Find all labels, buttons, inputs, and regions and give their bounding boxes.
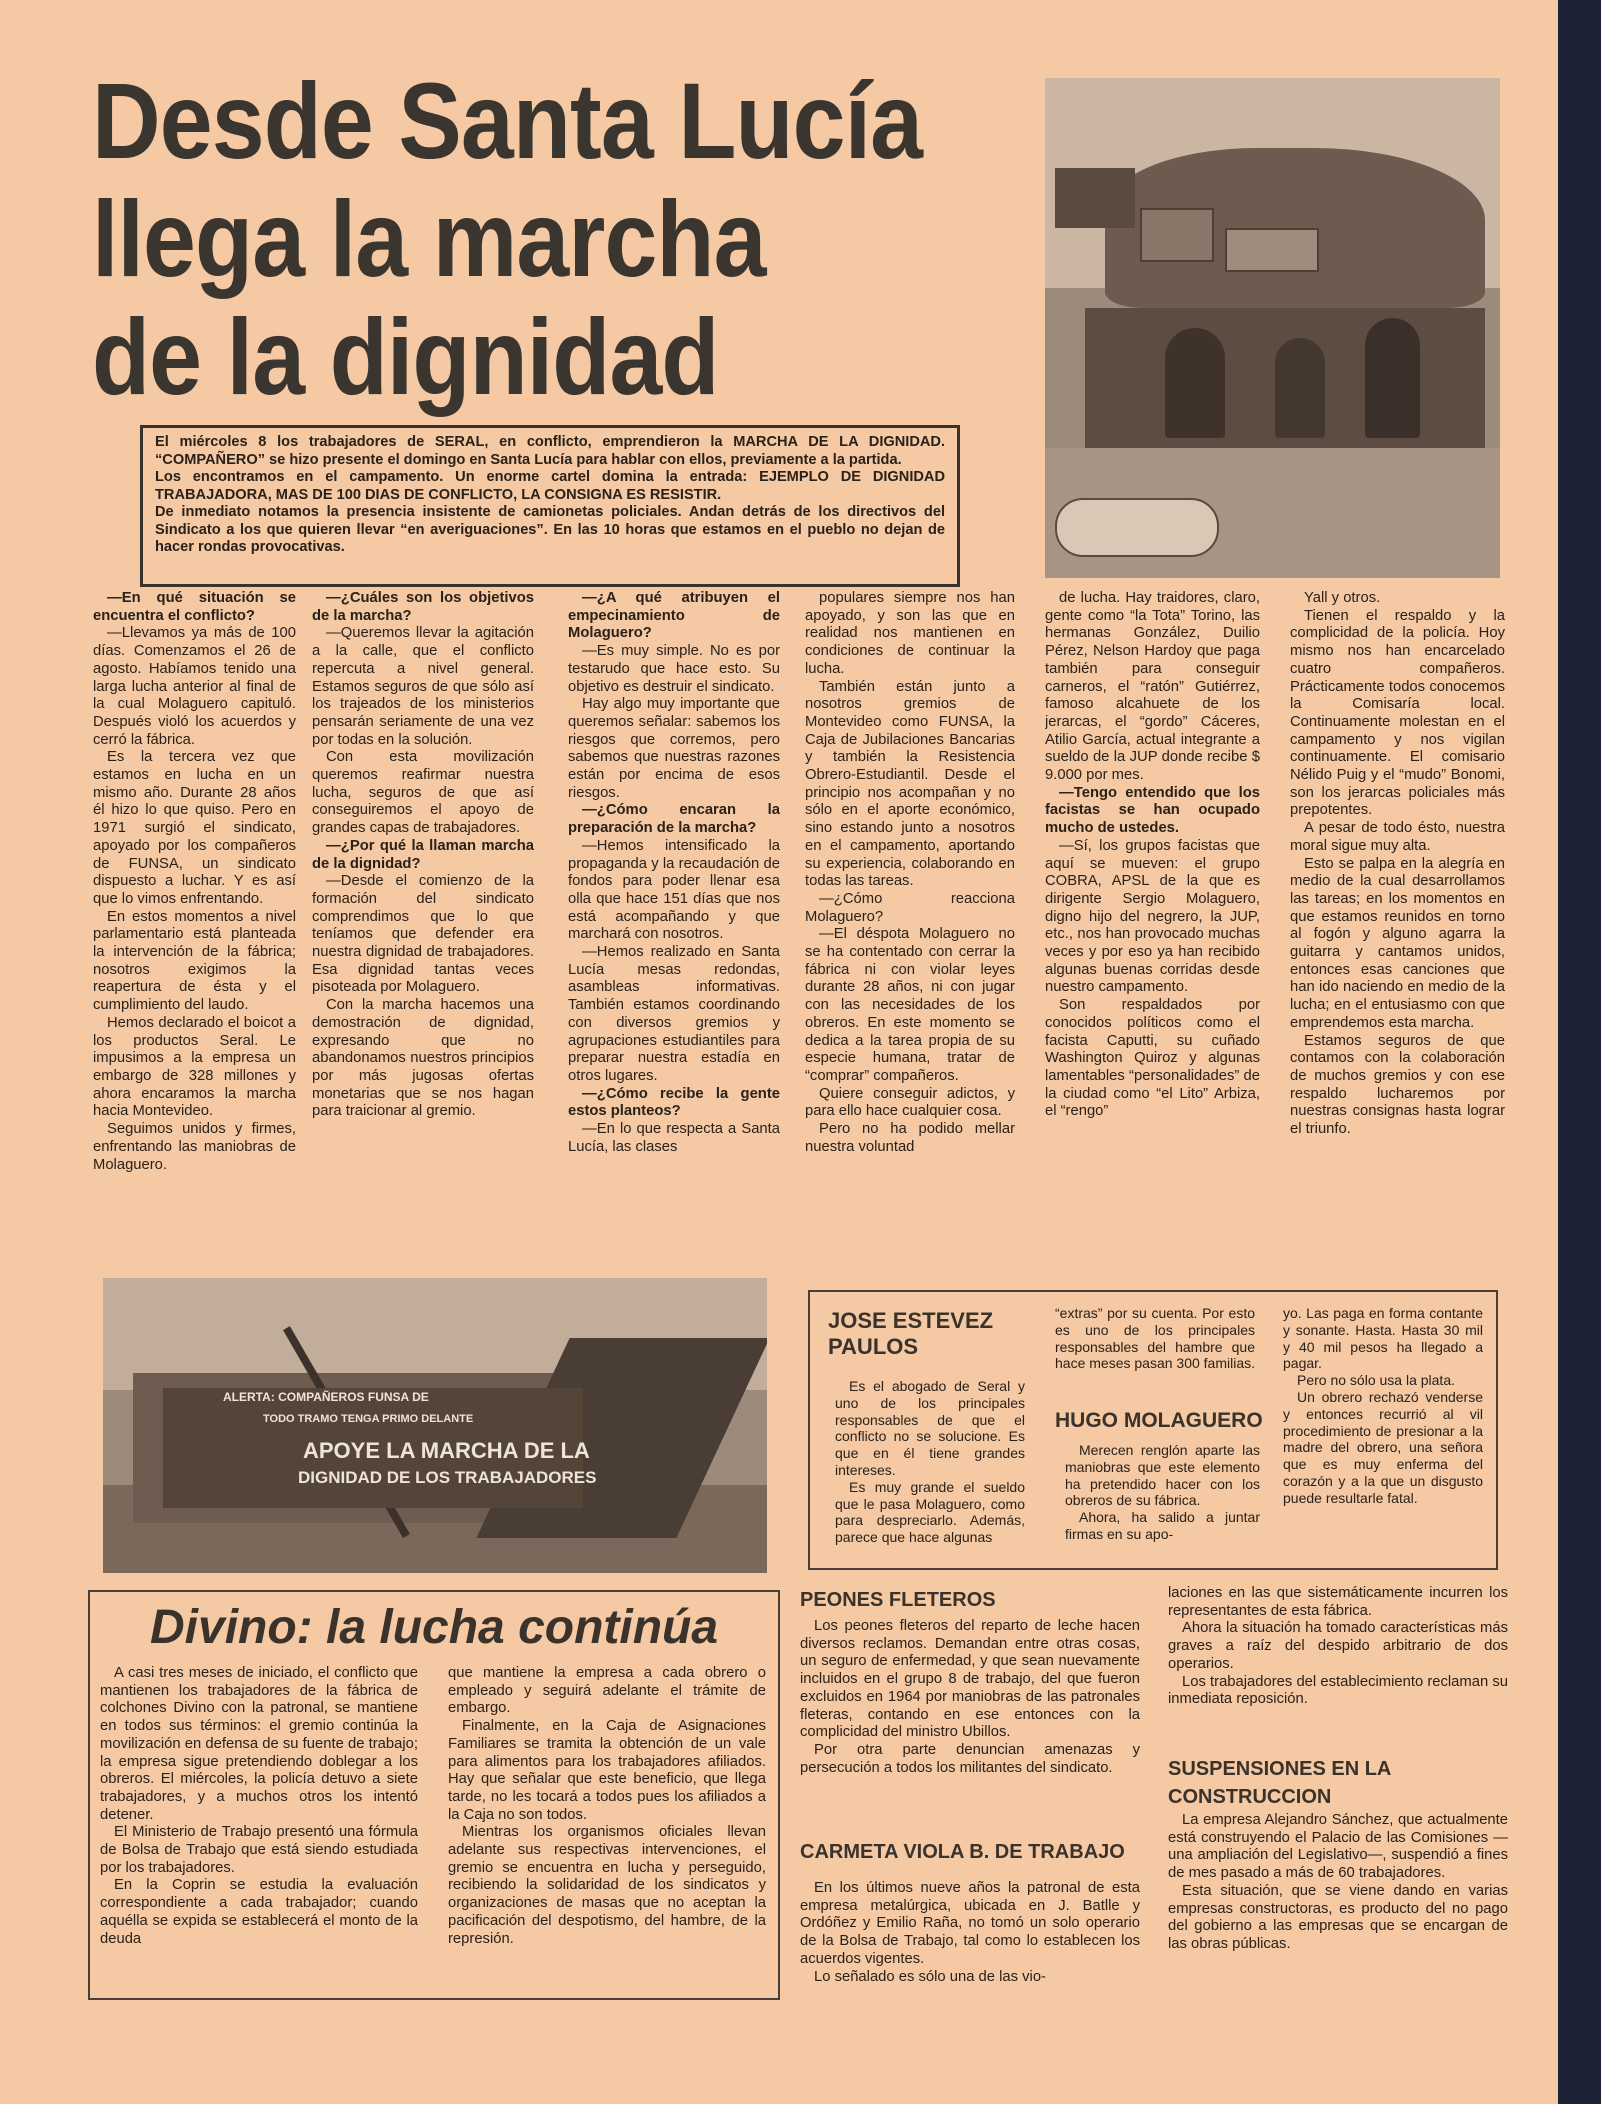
paragraph: Hay algo muy importante que queremos señalar: sabemos los riesgos que corremos, pero sabemos que nuestras razones están por encima de esos riesgos.: [568, 696, 780, 801]
paragraph: El Ministerio de Trabajo presentó una fórmula de Bolsa de Trabajo que está siendo estudiada por los trabajadores.: [100, 1824, 418, 1876]
paragraph: En estos momentos a nivel parlamentario está planteada la intervención de la fábrica; nosotros exigimos la reapertura de ésta y el cumplimiento del laudo.: [93, 908, 296, 1014]
headline-line-1: Desde Santa Lucía: [92, 60, 923, 181]
paragraph: A pesar de todo ésto, nuestra moral sigue muy alta.: [1290, 820, 1505, 854]
paragraph: Pero no ha podido mellar nuestra voluntad: [805, 1121, 1015, 1155]
paragraph: Esto se palpa en la alegría en medio de la cual desarrollamos las tareas; en los momentos en que estamos reunidos en torno al fogón y alguno agarra la guitarra y cantamos unidos, entonces esas canciones que han ido naciendo en medio de la lucha; en el entusiasmo con que emprendemos esta marcha.: [1290, 855, 1505, 1031]
interview-column-2: [312, 590, 534, 1260]
banner-line-3: APOYE LA MARCHA DE LA: [303, 1438, 590, 1463]
paragraph: Con la marcha hacemos una demostración de dignidad, expresando que no abandonamos nuestros principios por más jugosas ofertas monetarias que se nos hagan para traicionar al gremio.: [312, 997, 534, 1120]
paragraph: —El déspota Molaguero no se ha contentado con cerrar la fábrica ni con violar leyes durante 28 años, ni con jugar con las necesidades de los obreros. En este momento se dedica a la tarea propia de su especie humana, tratar de “comprar” compañeros.: [805, 926, 1015, 1084]
paragraph: —En lo que respecta a Santa Lucía, las clases: [568, 1121, 780, 1155]
interview-column-1: [93, 590, 296, 1260]
paragraph: Un obrero rechazó venderse y entonces recurrió al vil procedimiento de presionar a la madre del obrero, una señora que es muy enferma del corazón y a la que un disgusto puede resultarle fatal.: [1283, 1388, 1483, 1506]
headline-line-3: de la dignidad: [92, 296, 719, 417]
right-profile-text: [1283, 1305, 1483, 1565]
paragraph: Estamos seguros de que contamos con la colaboración de muchos gremios y con ese respaldo lucharemos por nuestras consignas hasta lograr el triunfo.: [1290, 1032, 1505, 1138]
paragraph: —Es muy simple. No es por testarudo que hace esto. Su objetivo es destruir el sindicato.: [568, 643, 780, 695]
paragraph: Es el abogado de Seral y uno de los principales responsables de que el conflicto no se solucione. Es que en él tiene grandes intereses.: [835, 1378, 1025, 1478]
paragraph: —¿Cómo encaran la preparación de la marcha?: [568, 802, 780, 837]
banner-line-2: TODO TRAMO TENGA PRIMO DELANTE: [263, 1413, 474, 1425]
estevez-text: [835, 1378, 1025, 1563]
paragraph: Con esta movilización queremos reafirmar nuestra lucha, seguros de que así conseguiremos el apoyo de grandes capas de trabajadores.: [312, 749, 534, 837]
banner-line-1: ALERTA: COMPAÑEROS FUNSA DE: [223, 1390, 429, 1404]
paragraph: —Hemos intensificado la propaganda y la recaudación de fondos para poder llenar esa olla que hace 151 días que nos está acompañando y que marchará con nosotros.: [568, 837, 780, 943]
headline-line-2: llega la marcha: [92, 178, 766, 299]
paragraph: Tienen el respaldo y la complicidad de la policía. Hoy mismo nos han encarcelado cuatro compañeros. Prácticamente todos conocemos la Comisaría local. Continuamente molestan en el campamento y nos vigilan continuamente. El comisario Nélido Puig y el “mudo” Bonomi, son los jerarcas policiales más prepotentes.: [1290, 607, 1505, 819]
peones-title: PEONES FLETEROS: [800, 1589, 996, 1611]
lead-box: [140, 425, 960, 587]
protest-camp-photo: [1045, 78, 1500, 578]
paragraph: Finalmente, en la Caja de Asignaciones Familiares se tramita la obtención de un vale para alimentos para los trabajadores afiliados. Hay que señalar que este beneficio, que llega tarde, no les tocará a todos pues los afiliados a la Caja no son todos.: [448, 1718, 766, 1823]
paragraph: Pero no sólo usa la plata.: [1297, 1372, 1455, 1389]
paragraph: “extras” por su cuenta. Por esto es uno de los principales responsables del hambre que hace meses pasan 300 familias.: [1055, 1305, 1255, 1372]
divino-title: Divino: la lucha continúa: [150, 1601, 719, 1654]
molaguero-text: [1065, 1442, 1260, 1562]
paragraph: En la Coprin se estudia la evaluación correspondiente a cada trabajador; cuando aquélla se expida se establecerá el monto de la deuda: [100, 1877, 418, 1947]
lead-paragraph: De inmediato notamos la presencia insistente de camionetas policiales. Andan detrás de los directivos del Sindicato a los que quieren llevar “en averiguaciones”. En las 10 horas que estamos en el pueblo no dejan de hacer rondas provocativas.: [155, 504, 945, 555]
lead-paragraph: Los encontramos en el campamento. Un enorme cartel domina la entrada: EJEMPLO DE DIGNIDAD TRABAJADORA, MAS DE 100 DIAS DE CONFLICTO, LA CONSIGNA ES RESISTIR.: [155, 469, 945, 503]
paragraph: —¿A qué atribuyen el empecinamiento de Molaguero?: [568, 590, 780, 642]
paragraph: —¿Cómo reacciona Molaguero?: [805, 890, 1015, 925]
carmeta-text: [800, 1880, 1140, 2005]
paragraph: Seguimos unidos y firmes, enfrentando las maniobras de Molaguero.: [93, 1121, 296, 1173]
interview-column-3: [568, 590, 780, 1260]
headline: [92, 60, 923, 417]
interview-column-6: [1290, 590, 1505, 1270]
paragraph: Los trabajadores del establecimiento reclaman su inmediata reposición.: [1168, 1673, 1508, 1708]
carmeta-title: CARMETA VIOLA B. DE TRABAJO: [800, 1841, 1125, 1863]
paragraph: —¿Cómo recibe la gente estos planteos?: [568, 1085, 780, 1120]
paragraph: Los peones fleteros del reparto de leche hacen diversos reclamos. Demandan entre otras cosas, un seguro de enfermedad, y que sean nuevamente incluidos en el grupo 8 de trabajo, del que fueron excluidos en 1964 por maniobras de las patronales fleteras, contando en ese entonces con la complicidad del ministro Ubillos.: [800, 1618, 1140, 1741]
suspensiones-title: SUSPENSIONES EN LA CONSTRUCCION: [1168, 1758, 1391, 1808]
paragraph: —Desde el comienzo de la formación del sindicato comprendimos que lo que teníamos que defender era nuestra dignidad de trabajadores. Esa dignidad tantas veces pisoteada por Molaguero.: [312, 873, 534, 996]
paragraph: —¿Por qué la llaman marcha de la dignidad?: [312, 837, 534, 872]
divino-column-2: [448, 1665, 766, 1995]
middle-text: [1055, 1305, 1255, 1395]
paragraph: También están junto a nosotros gremios de Montevideo como FUNSA, la Caja de Jubilaciones Bancarias y también la Resistencia Obrero-Estudiantil. Desde el principio nos acompañan y no sólo en el aporte económico, sino estando junto a nosotros en el campamento, aportando su experiencia, colaborando en todas las tareas.: [805, 678, 1015, 890]
paragraph: Lo señalado es sólo una de las vio-: [814, 1968, 1046, 1985]
interview-column-5: [1045, 590, 1260, 1270]
paragraph: En los últimos nueve años la patronal de esta empresa metalúrgica, ubicada en J. Batlle y Ordóñez y Emilio Raña, no tomó un solo operario de la Bolsa de Trabajo, tal como lo establecen los acuerdos vigentes.: [800, 1880, 1140, 1967]
paragraph: Por otra parte denuncian amenazas y persecución a todos los militantes del sindicato.: [800, 1741, 1140, 1776]
lead-paragraph: El miércoles 8 los trabajadores de SERAL, en conflicto, emprendieron la MARCHA DE LA DIGNIDAD. “COMPAÑERO” se hizo presente el domingo en Santa Lucía para hablar con ellos, previamente a la partida.: [155, 434, 945, 468]
paragraph: Hemos declarado el boicot a los productos Seral. Le impusimos a la empresa un embargo de 328 millones y ahora encaramos la marcha hacia Montevideo.: [93, 1014, 296, 1120]
paragraph: Esta situación, que se viene dando en varias empresas constructoras, es producto del no pago del gobierno a las empresas que se encargan de las obras públicas.: [1168, 1882, 1508, 1952]
paragraph: populares siempre nos han apoyado, y son las que en realidad nos mantienen en condiciones de continuar la lucha.: [805, 590, 1015, 677]
paragraph: de lucha. Hay traidores, claro, gente como “la Tota” Torino, las hermanas González, Duilio Pérez, Nelson Hardoy que paga también para conseguir carneros, el “ratón” Gutiérrez, famoso alcahuete de los jerarcas, el “gordo” Cáceres, Atilio García, actual integrante a sueldo de la JUP donde recibe $ 9.000 por mes.: [1045, 590, 1260, 784]
paragraph: Merecen renglón aparte las maniobras que este elemento ha pretendido hacer con los obreros de su fábrica.: [1065, 1442, 1260, 1509]
paragraph: laciones en las que sistemáticamente incurren los representantes de esta fábrica.: [1168, 1585, 1508, 1619]
paragraph: Ahora, ha salido a juntar firmas en su apo-: [1065, 1509, 1260, 1542]
divino-column-1: [100, 1665, 418, 1995]
paragraph: Ahora la situación ha tomado características más graves a raíz del despido arbitrario de dos operarios.: [1168, 1620, 1508, 1672]
molaguero-title: HUGO MOLAGUERO: [1055, 1409, 1263, 1432]
paragraph: Es la tercera vez que estamos en lucha en un mismo año. Durante 28 años él hizo lo que quiso. Pero en 1971 surgió el sindicato, apoyado por los compañeros de FUNSA, un sindicato dispuesto a luchar. Y es así que lo vimos enfrentando.: [93, 749, 296, 907]
paragraph: Mientras los organismos oficiales llevan adelante sus respectivas intervenciones, el gremio se encuentra en lucha y perseguido, recibiendo la solidaridad de los sindicatos y organizaciones de masas que no aceptan la pacificación del despotismo, del hambre, de la represión.: [448, 1824, 766, 1947]
paragraph: Quiere conseguir adictos, y para ello hace cualquier cosa.: [805, 1085, 1015, 1120]
paragraph: —Tengo entendido que los facistas se han ocupado mucho de ustedes.: [1045, 784, 1260, 837]
paragraph: Es muy grande el sueldo que le pasa Molaguero, como para despreciarlo. Además, parece que hace algunas: [835, 1478, 1025, 1546]
interview-column-4: [805, 590, 1015, 1270]
paragraph: —En qué situación se encuentra el conflicto?: [93, 590, 296, 624]
paragraph: —Queremos llevar la agitación a la calle, que el conflicto repercuta a nivel general. Estamos seguros de que sólo así los trajeados de los ministerios pensarán seriamente de una vez por todas en la solución.: [312, 625, 534, 748]
banner-line-4: DIGNIDAD DE LOS TRABAJADORES: [298, 1468, 597, 1487]
paragraph: —¿Cuáles son los objetivos de la marcha?: [312, 590, 534, 624]
paragraph: La empresa Alejandro Sánchez, que actualmente está construyendo el Palacio de las Comisiones —una ampliación del Legislativo—, suspendió a fines de mes pasado a más de 60 trabajadores.: [1168, 1812, 1508, 1882]
carmeta-continued-text: [1168, 1585, 1508, 1730]
paragraph: Yall y otros.: [1304, 590, 1381, 606]
estevez-title: JOSE ESTEVEZ PAULOS: [828, 1308, 994, 1359]
factory-banner-photo: [103, 1278, 767, 1573]
paragraph: Son respaldados por conocidos políticos como el facista Caputti, su cuñado Washington Quiroz y algunas lamentables “personalidades” de la ciudad como “el Lito” Arbiza, el “rengo”: [1045, 997, 1260, 1120]
paragraph: —Llevamos ya más de 100 días. Comenzamos el 26 de agosto. Habíamos tenido una larga lucha anterior al final de la cual Molaguero capituló. Después violó los acuerdos y cerró la fábrica.: [93, 625, 296, 748]
peones-text: [800, 1618, 1140, 1828]
paragraph: A casi tres meses de iniciado, el conflicto que mantienen los trabajadores de la fábrica de colchones Divino con la patronal, se mantiene en todos sus términos: el gremio continúa la movilización en defensa de su fuente de trabajo; la empresa sigue pretendiendo doblegar a los obreros. El miércoles, la policía detuvo a siete trabajadores, y a muchos otros los intentó detener.: [100, 1665, 418, 1823]
paragraph: —Sí, los grupos facistas que aquí se mueven: el grupo COBRA, APSL de la que es dirigente Sergio Molaguero, digno hijo del negrero, la JUP, etc., nos han provocado muchas veces y por eso ya han recibido algunas buenas corridas desde nuestro campamento.: [1045, 837, 1260, 996]
paragraph: yo. Las paga en forma contante y sonante. Hasta. Hasta 30 mil y 40 mil pesos ha llegado a pagar.: [1283, 1305, 1483, 1372]
paragraph: —Hemos realizado en Santa Lucía mesas redondas, asambleas informativas. También estamos coordinando con diversos gremios y agrupaciones estudiantiles para preparar nuestra estadía en otros lugares.: [568, 944, 780, 1084]
paragraph: que mantiene la empresa a cada obrero o empleado y seguirá adelante el trámite de embargo.: [448, 1665, 766, 1717]
suspensiones-text: [1168, 1812, 1508, 2007]
